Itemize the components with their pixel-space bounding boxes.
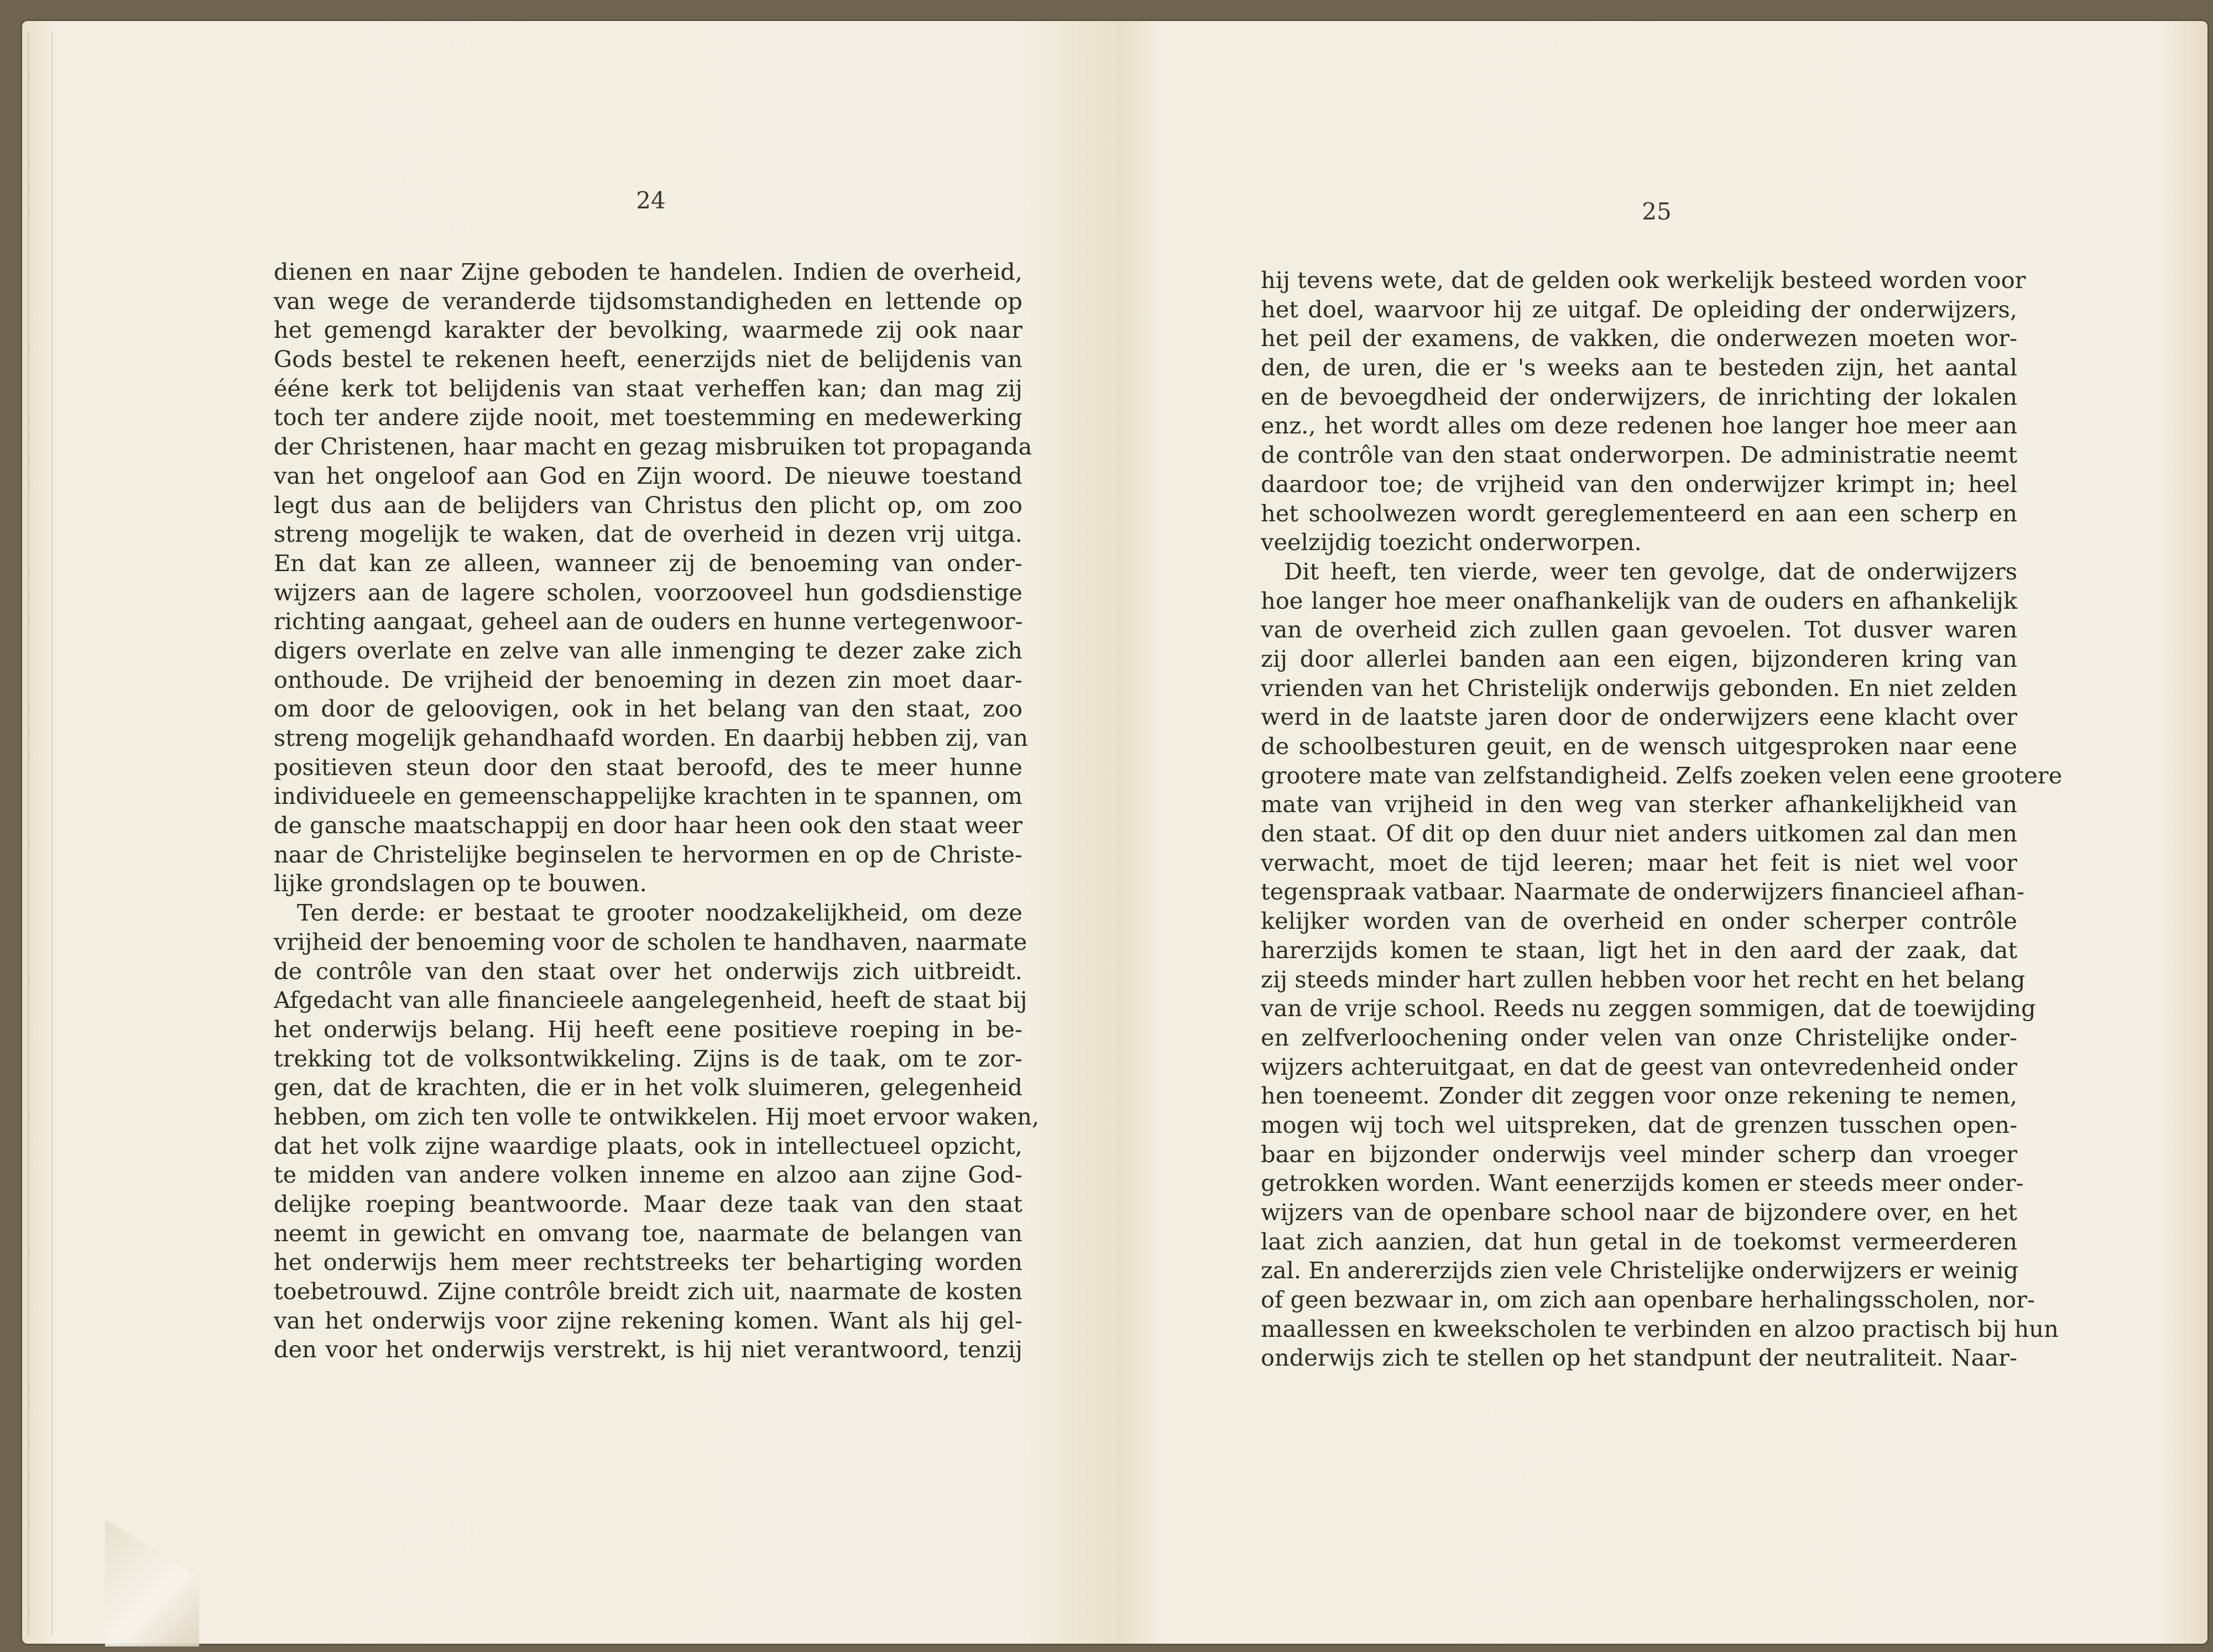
- text-line: getrokken worden. Want eenerzijds komen er steeds meer onder-: [1261, 1169, 2024, 1197]
- text-line: dienen en naar Zijne geboden te handelen. Indien de overheid,: [274, 258, 1022, 285]
- text-line: delijke roeping beantwoorde. Maar deze taak van den staat: [274, 1190, 1022, 1217]
- text-line: het peil der examens, de vakken, die onderwezen moeten wor-: [1261, 325, 2017, 352]
- text-line: trekking tot de volksontwikkeling. Zijns is de taak, om te zor-: [274, 1044, 1022, 1072]
- text-line: grootere mate van zelfstandigheid. Zelfs zoeken velen eene grootere: [1261, 761, 2063, 789]
- text-line: mate van vrijheid in den weg van sterker afhankelijkheid van: [1261, 791, 2017, 818]
- text-line: Gods bestel te rekenen heeft, eenerzijds niet de belijdenis van: [274, 346, 1022, 373]
- left-page: [22, 21, 1117, 1644]
- text-line: toch ter andere zijde nooit, met toestemming en medewerking: [274, 404, 1022, 431]
- text-line: de gansche maatschappij en door haar heen ook den staat weer: [274, 812, 1022, 839]
- text-line: kelijker worden van de overheid en onder scherper contrôle: [1261, 907, 2017, 935]
- text-line: den staat. Of dit op den duur niet anders uitkomen zal dan men: [1261, 820, 2017, 848]
- text-line: streng mogelijk gehandhaafd worden. En daarbij hebben zij, van: [274, 724, 1029, 751]
- text-line: daardoor toe; de vrijheid van den onderwijzer krimpt in; heel: [1261, 470, 2017, 498]
- text-line: dat het volk zijne waardige plaats, ook in intellectueel opzicht,: [274, 1132, 1022, 1159]
- text-line: maallessen en kweekscholen te verbinden en alzoo practisch bij hun: [1261, 1315, 2059, 1342]
- text-line: of geen bezwaar in, om zich aan openbare herhalingsscholen, nor-: [1261, 1286, 2035, 1314]
- text-line: Ten derde: er bestaat te grooter noodzakelijkheid, om deze: [297, 899, 1022, 927]
- text-line: naar de Christelijke beginselen te hervormen en op de Christe-: [274, 840, 1022, 868]
- text-line: van de vrije school. Reeds nu zeggen sommigen, dat de toewijding: [1261, 995, 2036, 1022]
- text-line: tegenspraak vatbaar. Naarmate de onderwijzers financieel afhan-: [1261, 878, 2025, 906]
- text-line: lijke grondslagen op te bouwen.: [274, 870, 647, 897]
- text-line: wijzers van de openbare school naar de bijzondere over, en het: [1261, 1199, 2017, 1226]
- text-line: zal. En andererzijds zien vele Christelijke onderwijzers er weinig: [1261, 1257, 2019, 1284]
- text-line: het gemengd karakter der bevolking, waarmede zij ook naar: [274, 316, 1022, 344]
- text-line: toebetrouwd. Zijne contrôle breidt zich uit, naarmate de kosten: [274, 1278, 1022, 1305]
- text-line: hij tevens wete, dat de gelden ook werkelijk besteed worden voor: [1261, 266, 2026, 294]
- text-line: laat zich aanzien, dat hun getal in de toekomst vermeerderen: [1261, 1227, 2017, 1255]
- text-line: wijzers achteruitgaat, en dat de geest van ontevredenheid onder: [1261, 1053, 2017, 1080]
- text-line: den voor het onderwijs verstrekt, is hij niet verantwoord, tenzij: [274, 1336, 1022, 1363]
- text-line: digers overlate en zelve van alle inmenging te dezer zake zich: [274, 636, 1022, 664]
- text-line: om door de geloovigen, ook in het belang van den staat, zoo: [274, 695, 1022, 723]
- text-line: hebben, om zich ten volle te ontwikkelen. Hij moet ervoor waken,: [274, 1102, 1040, 1130]
- text-line: zij door allerlei banden aan een eigen, bijzonderen kring van: [1261, 645, 2017, 672]
- text-line: veelzijdig toezicht onderworpen.: [1261, 529, 1642, 556]
- text-line: hoe langer hoe meer onafhankelijk van de ouders en afhankelijk: [1261, 587, 2017, 614]
- text-line: vrijheid der benoeming voor de scholen te handhaven, naarmate: [274, 928, 1027, 955]
- text-line: van het ongeloof aan God en Zijn woord. De nieuwe toestand: [274, 462, 1022, 489]
- text-line: harerzijds komen te staan, ligt het in den aard der zaak, dat: [1261, 936, 2017, 964]
- open-book: [22, 21, 2207, 1644]
- text-line: individueele en gemeenschappelijke krachten in te spannen, om: [274, 782, 1022, 810]
- left-page-text: [274, 258, 1040, 1365]
- text-line: van wege de veranderde tijdsomstandigheden en lettende op: [274, 287, 1022, 315]
- text-line: verwacht, moet de tijd leeren; maar het feit is niet wel voor: [1261, 849, 2017, 876]
- text-line: wijzers aan de lagere scholen, voorzooveel hun godsdienstige: [274, 578, 1022, 606]
- text-line: de schoolbesturen geuit, en de wensch uitgesproken naar eene: [1261, 733, 2017, 760]
- text-line: werd in de laatste jaren door de onderwijzers eene klacht over: [1261, 703, 2017, 731]
- text-line: vrienden van het Christelijk onderwijs gebonden. En niet zelden: [1261, 674, 2017, 702]
- text-line: het schoolwezen wordt gereglementeerd en aan een scherp en: [1261, 499, 2017, 527]
- text-line: gen, dat de krachten, die er in het volk sluimeren, gelegenheid: [274, 1074, 1022, 1101]
- text-line: legt dus aan de belijders van Christus den plicht op, om zoo: [274, 491, 1022, 519]
- text-line: richting aangaat, geheel aan de ouders en hunne vertegenwoor-: [274, 608, 1023, 635]
- left-page-number: 24: [636, 187, 666, 214]
- text-line: te midden van andere volken inneme en alzoo aan zijne God-: [274, 1161, 1022, 1189]
- text-line: onderwijs zich te stellen op het standpunt der neutraliteit. Naar-: [1261, 1344, 2017, 1372]
- text-line: het doel, waarvoor hij ze uitgaf. De opleiding der onderwijzers,: [1261, 295, 2017, 323]
- text-line: positieven steun door den staat beroofd, des te meer hunne: [274, 753, 1022, 781]
- text-line: van de overheid zich zullen gaan gevoelen. Tot dusver waren: [1261, 616, 2017, 644]
- text-line: en de bevoegdheid der onderwijzers, de inrichting der lokalen: [1261, 383, 2017, 410]
- text-line: den, de uren, die er 's weeks aan te besteden zijn, het aantal: [1261, 354, 2017, 381]
- text-line: Dit heeft, ten vierde, weer ten gevolge, dat de onderwijzers: [1284, 557, 2017, 585]
- text-line: der Christenen, haar macht en gezag misbruiken tot propaganda: [274, 433, 1032, 461]
- folded-corner: [105, 1519, 199, 1646]
- text-line: de contrôle van den staat onderworpen. De administratie neemt: [1261, 441, 2017, 469]
- right-page-text: [1261, 266, 2063, 1373]
- text-line: onthoude. De vrijheid der benoeming in dezen zin moet daar-: [274, 666, 1022, 693]
- text-line: baar en bijzonder onderwijs veel minder scherp dan vroeger: [1261, 1140, 2017, 1168]
- text-line: En dat kan ze alleen, wanneer zij de benoeming van onder-: [274, 549, 1022, 577]
- text-line: enz., het wordt alles om deze redenen hoe langer hoe meer aan: [1261, 412, 2017, 440]
- right-page-number: 25: [1642, 198, 1672, 225]
- text-line: streng mogelijk te waken, dat de overheid in dezen vrij uitga.: [274, 520, 1022, 548]
- text-line: het onderwijs hem meer rechtstreeks ter behartiging worden: [274, 1248, 1022, 1276]
- right-page: [1117, 21, 2207, 1644]
- text-line: zij steeds minder hart zullen hebben voor het recht en het belang: [1261, 965, 2026, 993]
- text-line: neemt in gewicht en omvang toe, naarmate de belangen van: [274, 1219, 1022, 1247]
- text-line: Afgedacht van alle financieele aangelegenheid, heeft de staat bij: [274, 986, 1027, 1014]
- text-line: ééne kerk tot belijdenis van staat verheffen kan; dan mag zij: [274, 374, 1022, 402]
- text-line: hen toeneemt. Zonder dit zeggen voor onze rekening te nemen,: [1261, 1082, 2017, 1110]
- text-line: de contrôle van den staat over het onderwijs zich uitbreidt.: [274, 957, 1022, 985]
- text-line: en zelfverloochening onder velen van onze Christelijke onder-: [1261, 1023, 2017, 1051]
- page-edges: [28, 32, 53, 1635]
- text-line: mogen wij toch wel uitspreken, dat de grenzen tusschen open-: [1261, 1111, 2017, 1138]
- text-line: het onderwijs belang. Hij heeft eene positieve roeping in be-: [274, 1015, 1022, 1043]
- text-line: van het onderwijs voor zijne rekening komen. Want als hij gel-: [274, 1306, 1022, 1334]
